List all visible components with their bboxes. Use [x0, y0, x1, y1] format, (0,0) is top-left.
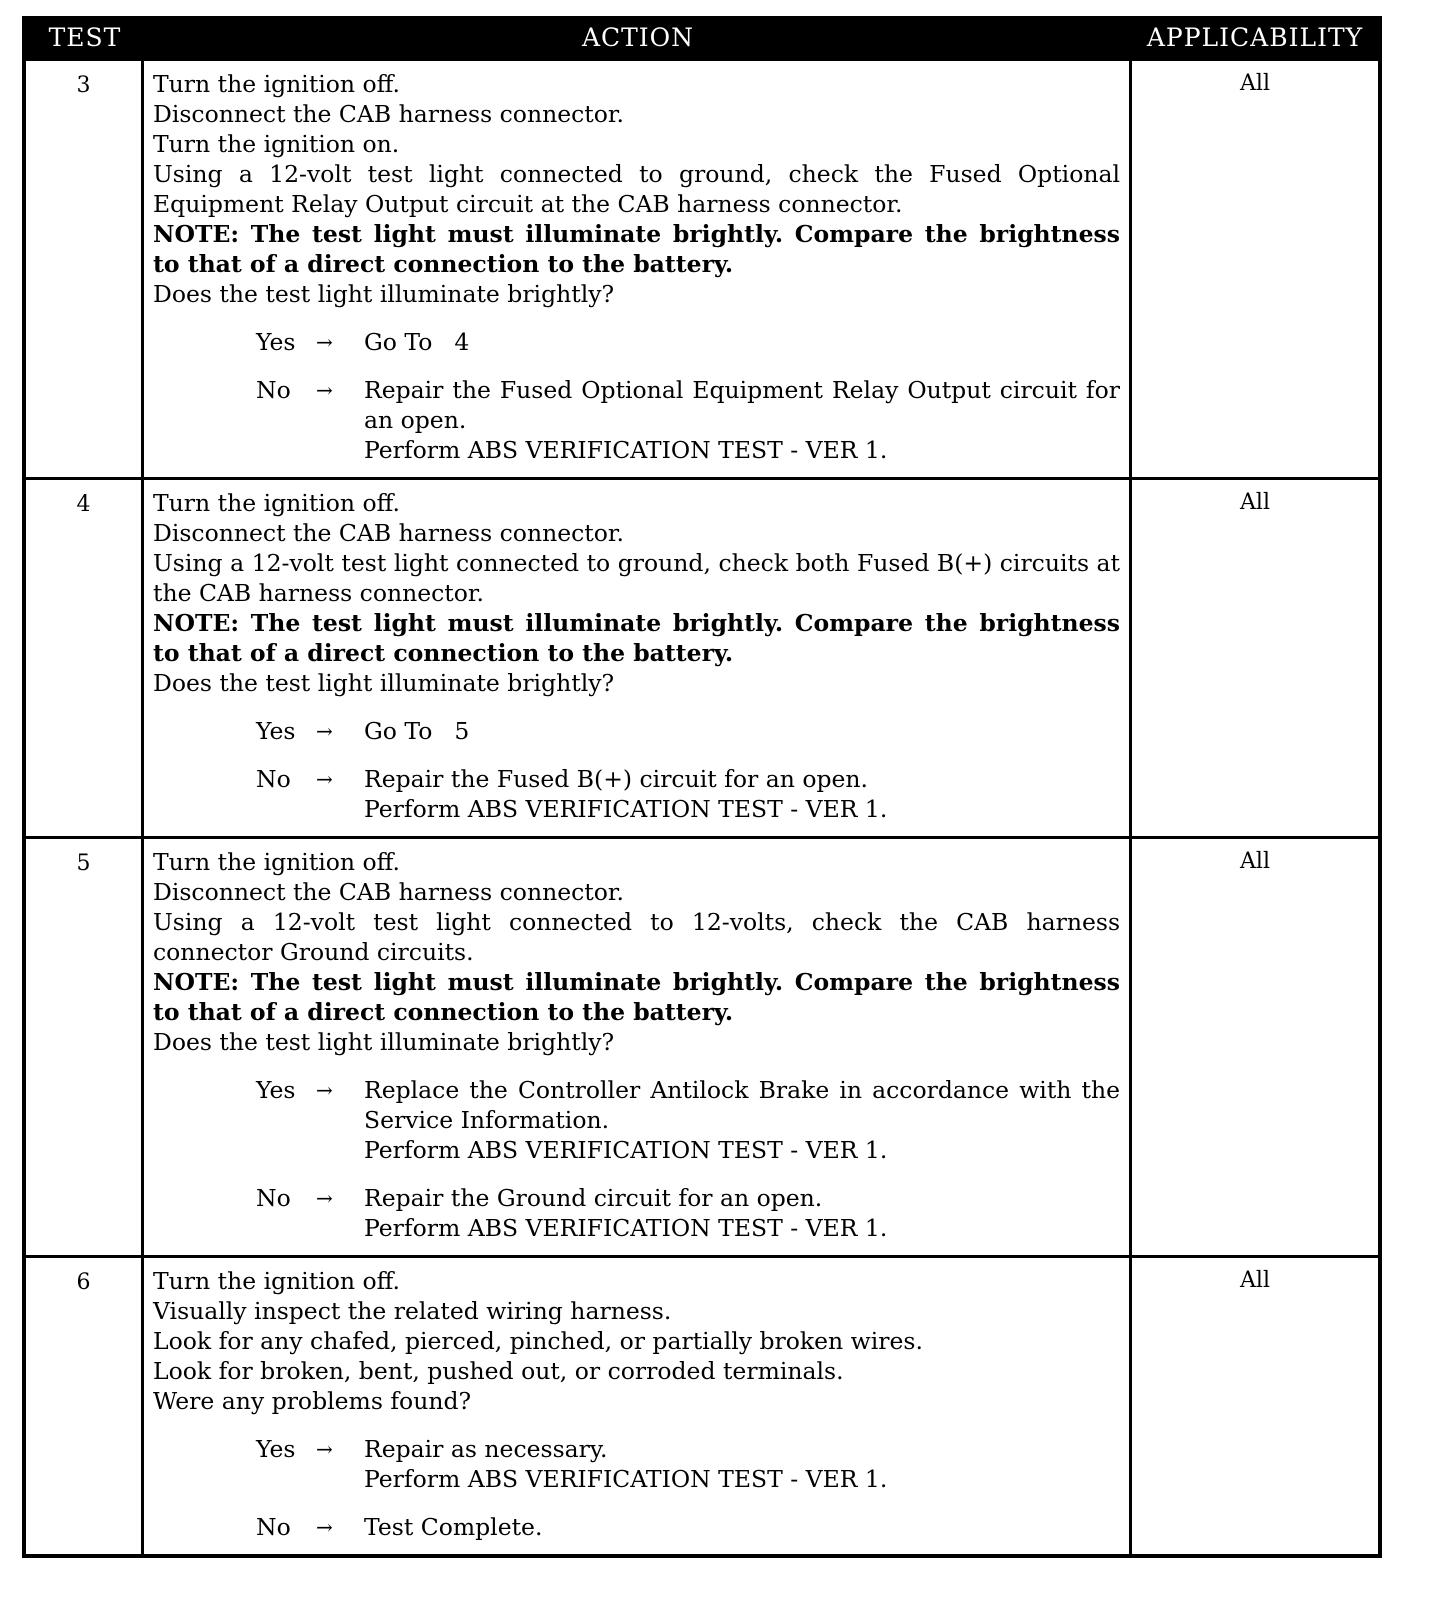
header-action: ACTION — [581, 22, 695, 52]
answer-line: Perform ABS VERIFICATION TEST - VER 1. — [364, 436, 888, 464]
step: Disconnect the CAB harness connector. — [153, 100, 624, 128]
step: Turn the ignition off. — [153, 489, 401, 517]
table-row — [26, 1255, 1378, 1554]
header-applicability: APPLICABILITY — [1146, 22, 1364, 52]
yes-label: Yes — [256, 328, 296, 356]
goto-link-text: Go To — [364, 328, 433, 356]
applicability-cell: All — [1240, 849, 1270, 874]
applicability-cell: All — [1240, 1268, 1270, 1293]
question: Were any problems found? — [153, 1387, 472, 1415]
goto-test-link[interactable]: 4 — [454, 328, 470, 356]
answer-line: Repair the Fused Optional Equipment Relay Output circuit for an open. — [364, 376, 1120, 434]
step: Using a 12-volt test light connected to ground, check both Fused B(+) circuits at the CAB harness connector. — [153, 549, 1120, 607]
note: NOTE: The test light must illuminate brightly. Compare the brightness to that of a direct connection to the battery. — [153, 220, 1120, 278]
test-number: 4 — [26, 480, 144, 836]
action-cell — [144, 1258, 1132, 1554]
step: Disconnect the CAB harness connector. — [153, 519, 624, 547]
action-cell — [144, 480, 1132, 836]
table-header — [26, 16, 1378, 58]
arrow-right-icon: → — [316, 1437, 333, 1461]
goto-test-link[interactable]: 5 — [454, 717, 470, 745]
yes-answer — [153, 1434, 1120, 1494]
table-row — [26, 477, 1378, 836]
header-test: TEST — [48, 22, 122, 52]
arrow-right-icon: → — [316, 767, 333, 791]
answer-line: Replace the Controller Antilock Brake in accordance with the Service Information. — [364, 1076, 1120, 1134]
answers — [153, 1075, 1120, 1243]
arrow-right-icon: → — [316, 1515, 333, 1539]
answer-line: Repair the Ground circuit for an open. — [364, 1184, 823, 1212]
answer-line: Perform ABS VERIFICATION TEST - VER 1. — [364, 795, 888, 823]
test-number: 6 — [26, 1258, 144, 1554]
answer-line: Perform ABS VERIFICATION TEST - VER 1. — [364, 1214, 888, 1242]
answer-line: Perform ABS VERIFICATION TEST - VER 1. — [364, 1465, 888, 1493]
step: Turn the ignition off. — [153, 848, 401, 876]
step: Look for any chafed, pierced, pinched, or partially broken wires. — [153, 1327, 923, 1355]
arrow-right-icon: → — [316, 719, 333, 743]
yes-label: Yes — [256, 1435, 296, 1463]
note: NOTE: The test light must illuminate brightly. Compare the brightness to that of a direct connection to the battery. — [153, 968, 1120, 1026]
no-label: No — [256, 376, 291, 404]
applicability-cell: All — [1240, 490, 1270, 515]
step: Using a 12-volt test light connected to 12-volts, check the CAB harness connector Ground circuits. — [153, 908, 1120, 966]
answer-line: Perform ABS VERIFICATION TEST - VER 1. — [364, 1136, 888, 1164]
yes-label: Yes — [256, 717, 296, 745]
answers — [153, 716, 1120, 824]
step: Using a 12-volt test light connected to ground, check the Fused Optional Equipment Relay Output circuit at the CAB harness connector. — [153, 160, 1120, 218]
table-row — [26, 58, 1378, 477]
question: Does the test light illuminate brightly? — [153, 1028, 615, 1056]
no-answer — [153, 764, 1120, 824]
answer-line: Repair as necessary. — [364, 1435, 608, 1463]
applicability-cell: All — [1240, 71, 1270, 96]
test-number: 3 — [26, 61, 144, 477]
question: Does the test light illuminate brightly? — [153, 669, 615, 697]
no-answer — [153, 375, 1120, 465]
step: Disconnect the CAB harness connector. — [153, 878, 624, 906]
question: Does the test light illuminate brightly? — [153, 280, 615, 308]
arrow-right-icon: → — [316, 378, 333, 402]
answers — [153, 327, 1120, 465]
answers — [153, 1434, 1120, 1542]
step: Visually inspect the related wiring harness. — [153, 1297, 672, 1325]
no-answer — [153, 1512, 1120, 1542]
step: Turn the ignition on. — [153, 130, 400, 158]
yes-label: Yes — [256, 1076, 296, 1104]
no-label: No — [256, 1184, 291, 1212]
test-number: 5 — [26, 839, 144, 1255]
goto-link-text: Go To — [364, 717, 433, 745]
note: NOTE: The test light must illuminate brightly. Compare the brightness to that of a direct connection to the battery. — [153, 609, 1120, 667]
answer-line: Repair the Fused B(+) circuit for an open. — [364, 765, 869, 793]
step: Look for broken, bent, pushed out, or corroded terminals. — [153, 1357, 844, 1385]
yes-answer — [153, 716, 1120, 746]
step: Turn the ignition off. — [153, 70, 401, 98]
diagnostic-test-table — [22, 16, 1382, 1558]
answer-line: Test Complete. — [364, 1513, 543, 1541]
arrow-right-icon: → — [316, 330, 333, 354]
no-answer — [153, 1183, 1120, 1243]
table-row — [26, 836, 1378, 1255]
step: Turn the ignition off. — [153, 1267, 401, 1295]
yes-answer — [153, 327, 1120, 357]
no-label: No — [256, 765, 291, 793]
no-label: No — [256, 1513, 291, 1541]
arrow-right-icon: → — [316, 1078, 333, 1102]
arrow-right-icon: → — [316, 1186, 333, 1210]
action-cell — [144, 839, 1132, 1255]
action-cell — [144, 61, 1132, 477]
yes-answer — [153, 1075, 1120, 1165]
